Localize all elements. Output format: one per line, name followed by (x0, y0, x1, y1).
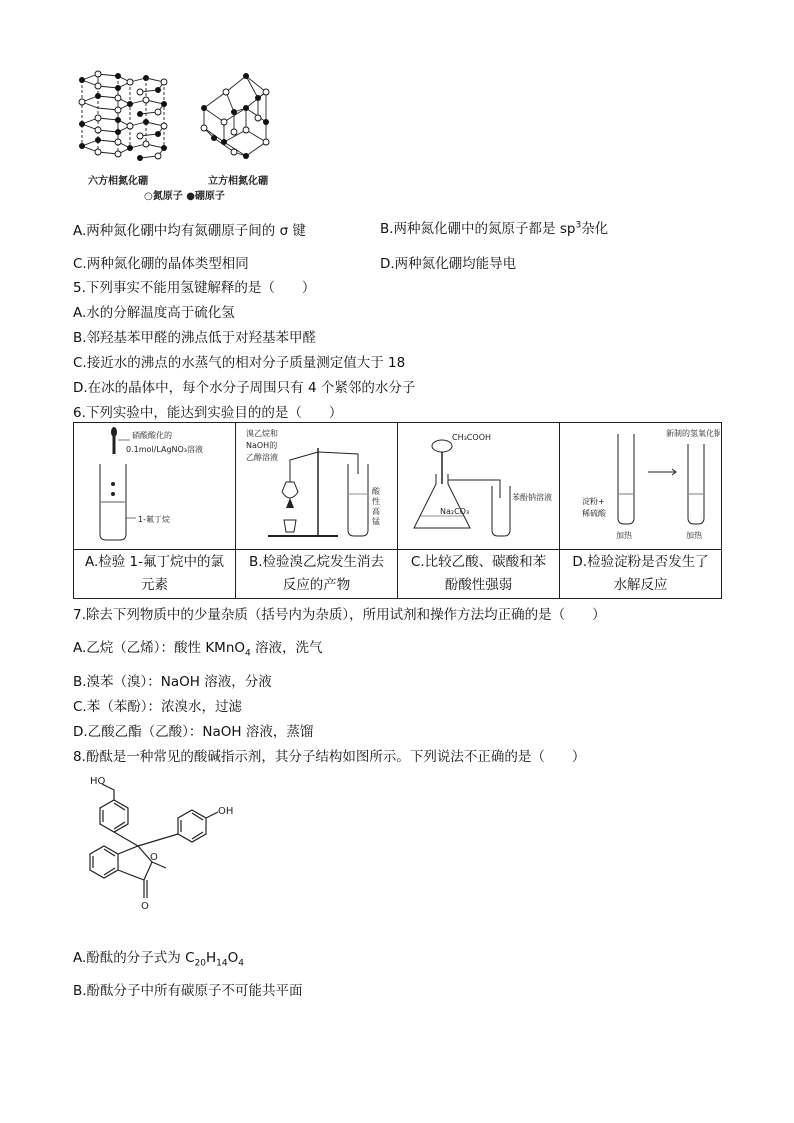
q7-option-a-text: A.乙烷（乙烯）：酸性 KMnO (73, 640, 246, 656)
q4-option-d: D.两种氮化硼均能导电 (380, 256, 517, 272)
fig-a-reagent-line1: 硝酸酸化的 (131, 431, 172, 440)
q5-option-b: B.邻羟基苯甲醛的沸点低于对羟基苯甲醛 (73, 330, 317, 346)
caption-d-line2: 水解反应 (613, 577, 668, 593)
q8-a-sub2: 14 (216, 958, 228, 969)
q4-option-c: C.两种氮化硼的晶体类型相同 (73, 256, 249, 272)
fig-d-heat2: 加热 (685, 531, 702, 540)
q7-option-a-tail: 溶液，洗气 (250, 640, 323, 656)
caption-c-line1: C.比较乙酸、碳酸和苯 (410, 554, 547, 570)
q5-option-d: D.在冰的晶体中，每个水分子周围只有 4 个紧邻的水分子 (73, 380, 416, 396)
caption-a-line1: A.检验 1-氟丁烷中的氯 (84, 554, 225, 570)
fig-d-heat1: 加热 (615, 531, 632, 540)
q8-option-b: B.酚酞分子中所有碳原子不可能共平面 (73, 983, 303, 999)
q7-option-a-sub: 4 (245, 648, 251, 659)
struct-carbonyl-o: O (141, 901, 149, 912)
q5-option-a: A.水的分解温度高于硫化氢 (73, 305, 235, 321)
phenolphthalein-structure (74, 776, 254, 916)
fig-d-top: 新制的氢氧化铜 (665, 429, 720, 438)
q8-a-sub3: 4 (238, 958, 244, 969)
fig-c-acid: CH₃COOH (451, 433, 491, 442)
q6-caption-c (398, 550, 560, 599)
q8-option-a-text: A.酚酞的分子式为 C (73, 950, 195, 966)
fig-b-label1: 溴乙烷和 (245, 429, 278, 438)
caption-d-line1: D.检验淀粉是否发生了 (572, 554, 709, 570)
fig-a-tube-label: 1-氟丁烷 (137, 515, 170, 524)
q6-caption-b (236, 550, 398, 599)
fig-c-salt: Na₂CO₃ (439, 507, 469, 516)
q6-caption-a (74, 550, 236, 599)
hexagonal-bn-structure (82, 74, 164, 158)
cubic-bn-label: 立方相氮化硼 (208, 176, 268, 187)
q7-option-b: B.溴苯（溴）：NaOH 溶液，分液 (73, 674, 272, 690)
q4-option-b (380, 217, 608, 237)
q6-caption-d (560, 550, 722, 599)
q8-stem: 8.酚酞是一种常见的酸碱指示剂，其分子结构如图所示。下列说法不正确的是（ ） (73, 749, 586, 765)
q4-option-b-tail: 杂化 (581, 221, 609, 237)
q6-figure-a (74, 423, 236, 550)
q7-stem: 7.除去下列物质中的少量杂质（括号内为杂质），所用试剂和操作方法均正确的是（ ） (73, 607, 606, 623)
fig-a-reagent-line2: 0.1mol/LAgNO₃溶液 (125, 445, 203, 454)
caption-b-line1: B.检验溴乙烷发生消去 (248, 554, 385, 570)
q6-figure-d (560, 423, 722, 550)
q6-figure-b (236, 423, 398, 550)
q8-a-o: O (227, 950, 239, 966)
svg-text:性: 性 (371, 497, 380, 506)
q4-option-a: A.两种氮化硼中均有氮硼原子间的 σ 键 (73, 223, 306, 239)
q4-option-b-sup: 3 (575, 220, 582, 231)
q6-experiment-table (73, 422, 722, 599)
struct-ring-o: O (150, 852, 158, 863)
svg-text:高: 高 (371, 507, 380, 516)
q5-option-c: C.接近水的沸点的水蒸气的相对分子质量测定值大于 18 (73, 355, 406, 371)
boron-nitride-figure (74, 68, 294, 203)
q5-stem: 5.下列事实不能用氢键解释的是（ ） (73, 280, 316, 296)
q8-option-a (73, 946, 244, 969)
hex-bn-label: 六方相氮化硼 (88, 176, 148, 187)
q4-option-b-text: B.两种氮化硼中的氮原子都是 sp (380, 221, 576, 237)
q8-a-h: H (205, 950, 217, 966)
atom-legend: ○氮原子 ●硼原子 (144, 191, 225, 202)
fig-d-left2: 稀硫酸 (581, 509, 606, 518)
caption-c-line2: 酚酸性强弱 (444, 577, 513, 593)
q8-a-sub1: 20 (194, 958, 206, 969)
struct-ho: HO (90, 776, 106, 787)
q7-option-d: D.乙酸乙酯（乙酸）：NaOH 溶液，蒸馏 (73, 724, 314, 740)
caption-a-line2: 元素 (141, 577, 168, 593)
svg-text:酸: 酸 (371, 487, 380, 496)
q6-stem: 6.下列实验中，能达到实验目的的是（ ） (73, 405, 343, 421)
struct-oh: OH (218, 806, 234, 817)
svg-text:锰: 锰 (371, 517, 380, 526)
fig-d-left1: 淀粉+ (581, 497, 605, 506)
q6-figure-c (398, 423, 560, 550)
q7-option-c: C.苯（苯酚）：浓溴水，过滤 (73, 699, 242, 715)
fig-b-label2: NaOH的 (245, 441, 277, 450)
fig-c-right: 苯酚钠溶液 (511, 493, 552, 502)
fig-b-side-label (372, 486, 381, 526)
caption-b-line2: 反应的产物 (282, 577, 351, 593)
fig-b-label3: 乙醇溶液 (245, 453, 278, 462)
q7-option-a (73, 636, 323, 659)
